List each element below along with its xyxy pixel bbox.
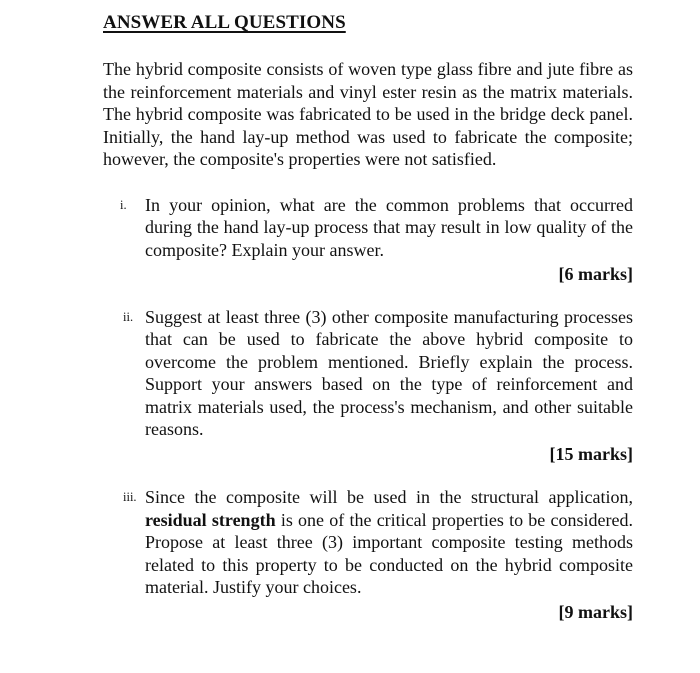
question-text-end: is one of the critical properties to be considered. Propose at least three (3) important composite testing methods related to this property to be conducted on the hybrid composite material. Justify your choices. [145,509,633,597]
question-text [145,486,633,599]
bold-term: residual strength [145,509,276,530]
marks-label: [6 marks] [558,264,633,284]
marks-label: [9 marks] [558,601,633,622]
question-ii [103,306,633,466]
question-text: Suggest at least three (3) other composite manufacturing processes that can be used to fabricate the above hybrid composite to overcome the problem mentioned. Briefly explain the process. Support your answers based on the type of reinforcement and matrix materials used, the process's mechanism, and other suitable reasons. [145,306,633,439]
question-paper [103,10,633,623]
page-heading: ANSWER ALL QUESTIONS [103,12,346,33]
question-i [103,194,633,286]
question-number: ii. [123,309,134,324]
question-text-start: Since the composite will be used in the structural application, [145,487,633,507]
question-text: In your opinion, what are the common problems that occurred during the hand lay-up process that may result in low quality of the composite? Explain your answer. [145,194,633,260]
intro-paragraph: The hybrid composite consists of woven type glass fibre and jute fibre as the reinforcement materials and vinyl ester resin as the matrix materials. The hybrid composite was fabricated to be used in the bridge deck panel. Initially, the hand lay-up method was used to fabricate the composite; however, the composite's properties were not satisfied. [103,59,633,169]
marks-label: [15 marks] [549,443,633,464]
question-iii [103,486,633,623]
question-number: iii. [123,490,137,504]
question-number: i. [120,197,127,212]
